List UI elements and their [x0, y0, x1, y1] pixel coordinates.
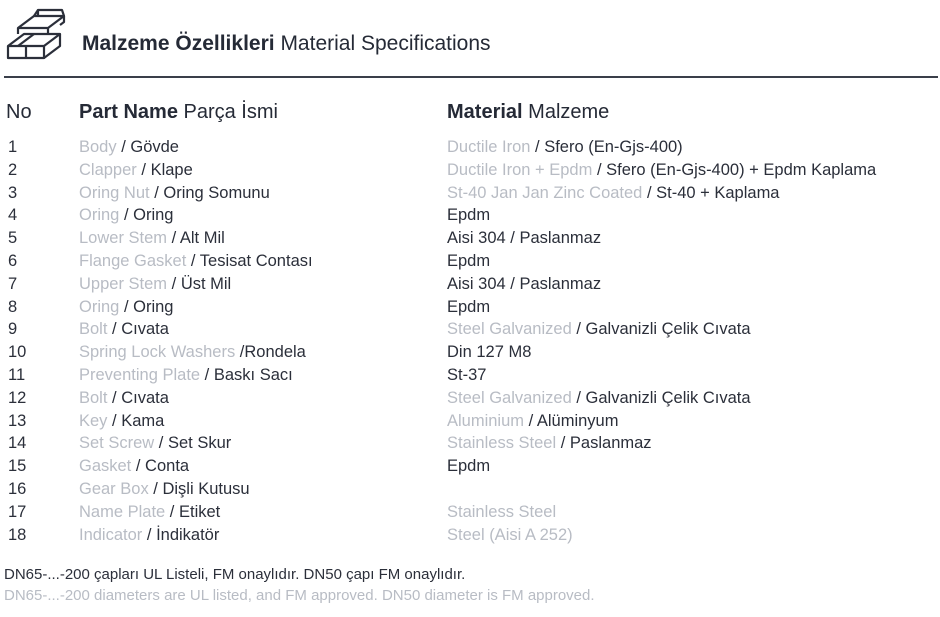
- row-number: 6: [8, 251, 18, 270]
- table-row: [0, 273, 940, 296]
- row-number: 7: [8, 274, 18, 293]
- part-name-english: Body: [79, 138, 117, 156]
- table-row: [0, 250, 940, 273]
- row-number: 4: [8, 206, 18, 225]
- material: [447, 204, 490, 226]
- part-name-turkish: Klape: [150, 160, 193, 179]
- part-name-turkish: Cıvata: [121, 388, 169, 407]
- certification-note-english: DN65-...-200 diameters are UL listed, and FM approved. DN50 diameter is FM approved.: [4, 587, 595, 604]
- part-name-turkish: Baskı Sacı: [213, 365, 293, 384]
- row-number: 10: [8, 343, 27, 362]
- column-header-no: No: [6, 101, 32, 123]
- separator: /: [165, 502, 179, 521]
- part-name-turkish: Oring: [133, 206, 174, 225]
- part-name-english: Gasket: [79, 457, 132, 476]
- material: [447, 296, 490, 318]
- separator: /: [148, 479, 163, 498]
- material-english: Ductile Iron + Epdm: [447, 160, 593, 179]
- table-row: [0, 318, 940, 341]
- part-name: [79, 296, 173, 318]
- material-turkish: Epdm: [447, 297, 491, 316]
- page-title: [82, 32, 491, 56]
- part-name-turkish: Etiket: [178, 502, 221, 521]
- material-english: Steel Galvanized: [447, 320, 572, 339]
- part-name-turkish: Dişli Kutusu: [162, 479, 250, 498]
- table-row: [0, 296, 940, 319]
- separator: /: [154, 434, 168, 453]
- title-english: Material Specifications: [280, 32, 491, 55]
- part-name-turkish: Oring Somunu: [163, 183, 270, 202]
- material-turkish: Epdm: [447, 206, 491, 225]
- row-number: 3: [8, 183, 18, 202]
- material: [447, 250, 490, 272]
- stacked-bars-icon: [4, 6, 68, 62]
- table-row: [0, 432, 940, 455]
- separator: /: [571, 388, 586, 407]
- material: [447, 341, 531, 363]
- material: [447, 227, 601, 249]
- part-name-english: Lower Stem: [79, 229, 168, 248]
- material: [447, 455, 490, 477]
- material-turkish: St-40 + Kaplama: [656, 183, 780, 202]
- material: [447, 364, 486, 386]
- material-turkish: Aisi 304 / Paslanmaz: [447, 274, 602, 293]
- certification-note-turkish: DN65-...-200 çapları UL Listeli, FM onaylıdır. DN50 çapı FM onaylıdır.: [4, 566, 466, 583]
- part-name-english: Preventing Plate: [79, 365, 201, 384]
- table-row: [0, 204, 940, 227]
- part-name-turkish: Oring: [133, 297, 174, 316]
- material-turkish: Aisi 304 / Paslanmaz: [447, 229, 602, 248]
- table-row: [0, 478, 940, 501]
- part-name: [79, 318, 169, 340]
- material-english: Ductile Iron: [447, 138, 531, 156]
- material-turkish: Epdm: [447, 251, 491, 270]
- table-row: [0, 524, 940, 547]
- material: [447, 410, 618, 432]
- part-name-english: Bolt: [79, 388, 108, 407]
- separator: /: [136, 160, 151, 179]
- table-row: [0, 227, 940, 250]
- material: [447, 273, 601, 295]
- separator: /: [592, 160, 607, 179]
- separator: /: [119, 297, 134, 316]
- part-name: [79, 227, 225, 249]
- part-name-turkish: İndikatör: [156, 525, 220, 544]
- part-name-turkish: Kama: [121, 411, 165, 430]
- material-english: St-40 Jan Jan Zinc Coated: [447, 183, 643, 202]
- row-number: 1: [8, 138, 18, 156]
- row-number: 9: [8, 320, 18, 339]
- material: [447, 387, 751, 409]
- part-name: [79, 182, 270, 204]
- part-name-english: Clapper: [79, 160, 137, 179]
- part-name: [79, 341, 306, 363]
- separator: /: [571, 320, 586, 339]
- row-number: 12: [8, 388, 27, 407]
- part-name: [79, 524, 219, 546]
- material: [447, 524, 573, 546]
- table-row: [0, 182, 940, 205]
- row-number: 17: [8, 502, 27, 521]
- part-name-turkish: Conta: [145, 457, 190, 476]
- part-name-turkish: Rondela: [244, 343, 306, 362]
- material-turkish: Galvanizli Çelik Cıvata: [585, 320, 751, 339]
- material-english: Aluminium: [447, 411, 529, 430]
- part-name-turkish: Cıvata: [121, 320, 169, 339]
- material: [447, 136, 683, 158]
- separator: /: [131, 457, 146, 476]
- part-name-turkish: Tesisat Contası: [199, 251, 313, 270]
- part-name-turkish: Alt Mil: [179, 229, 225, 248]
- specification-table: [0, 136, 940, 546]
- header-divider: [4, 76, 938, 78]
- part-name: [79, 387, 169, 409]
- material: [447, 432, 652, 454]
- table-row: [0, 136, 940, 159]
- material-turkish: St-37: [447, 365, 487, 384]
- material-turkish: Galvanizli Çelik Cıvata: [585, 388, 751, 407]
- part-name-english: Set Screw: [79, 434, 155, 453]
- part-name-english: Spring Lock Washers: [79, 343, 236, 362]
- row-number: 11: [8, 365, 26, 384]
- row-number: 2: [8, 160, 18, 179]
- separator: /: [167, 229, 180, 248]
- row-number: 16: [8, 479, 27, 498]
- table-row: [0, 501, 940, 524]
- separator: /: [149, 183, 164, 202]
- part-name-english: Bolt: [79, 320, 108, 339]
- part-name-turkish: Gövde: [130, 138, 179, 156]
- part-name: [79, 136, 179, 158]
- part-name: [79, 432, 231, 454]
- material: [447, 501, 556, 523]
- table-row: [0, 159, 940, 182]
- material-english: Steel Galvanized: [447, 388, 572, 407]
- part-name: [79, 250, 313, 272]
- part-name: [79, 204, 173, 226]
- separator: /: [200, 365, 214, 384]
- material-turkish: Sfero (En-Gjs-400) + Epdm Kaplama: [606, 160, 877, 179]
- separator: /: [530, 138, 545, 156]
- row-number: 15: [8, 457, 27, 476]
- material-english: Stainless Steel: [447, 502, 557, 521]
- part-name-turkish: Üst Mil: [180, 274, 232, 293]
- separator: /: [642, 183, 657, 202]
- part-name-turkish: Set Skur: [167, 434, 232, 453]
- column-header-part-name: Part Name Parça İsmi: [79, 101, 278, 123]
- material: [447, 159, 876, 181]
- part-name: [79, 501, 220, 523]
- part-name-english: Flange Gasket: [79, 251, 187, 270]
- title-turkish: Malzeme Özellikleri: [82, 32, 275, 55]
- row-number: 13: [8, 411, 27, 430]
- row-number: 5: [8, 229, 18, 248]
- separator: /: [528, 411, 537, 430]
- row-number: 18: [8, 525, 27, 544]
- table-row: [0, 410, 940, 433]
- column-header-material: Material Malzeme: [447, 101, 610, 123]
- material-turkish: Sfero (En-Gjs-400): [544, 138, 683, 156]
- part-name: [79, 159, 193, 181]
- material-turkish: Alüminyum: [536, 411, 619, 430]
- separator: /: [116, 138, 131, 156]
- material-turkish: Paslanmaz: [569, 434, 652, 453]
- table-row: [0, 455, 940, 478]
- material-turkish: Din 127 M8: [447, 343, 532, 362]
- material-english: Steel (Aisi A 252): [447, 525, 573, 544]
- part-name: [79, 410, 164, 432]
- separator: /: [107, 388, 122, 407]
- separator: /: [107, 411, 122, 430]
- separator: /: [167, 274, 181, 293]
- row-number: 8: [8, 297, 18, 316]
- row-number: 14: [8, 434, 27, 453]
- material: [447, 318, 751, 340]
- part-name: [79, 478, 250, 500]
- material: [447, 182, 780, 204]
- part-name-english: Oring: [79, 206, 120, 225]
- part-name-english: Indicator: [79, 525, 143, 544]
- part-name: [79, 364, 293, 386]
- part-name-english: Name Plate: [79, 502, 166, 521]
- part-name-english: Upper Stem: [79, 274, 168, 293]
- part-name: [79, 455, 189, 477]
- separator: /: [107, 320, 122, 339]
- table-row: [0, 387, 940, 410]
- table-row: [0, 364, 940, 387]
- separator: /: [186, 251, 200, 270]
- material-english: Stainless Steel: [447, 434, 557, 453]
- part-name: [79, 273, 231, 295]
- part-name-english: Oring Nut: [79, 183, 150, 202]
- table-row: [0, 341, 940, 364]
- separator: /: [142, 525, 157, 544]
- material-turkish: Epdm: [447, 457, 491, 476]
- part-name-english: Key: [79, 411, 108, 430]
- separator: /: [119, 206, 134, 225]
- separator: /: [556, 434, 570, 453]
- separator: /: [235, 343, 245, 362]
- part-name-english: Gear Box: [79, 479, 149, 498]
- part-name-english: Oring: [79, 297, 120, 316]
